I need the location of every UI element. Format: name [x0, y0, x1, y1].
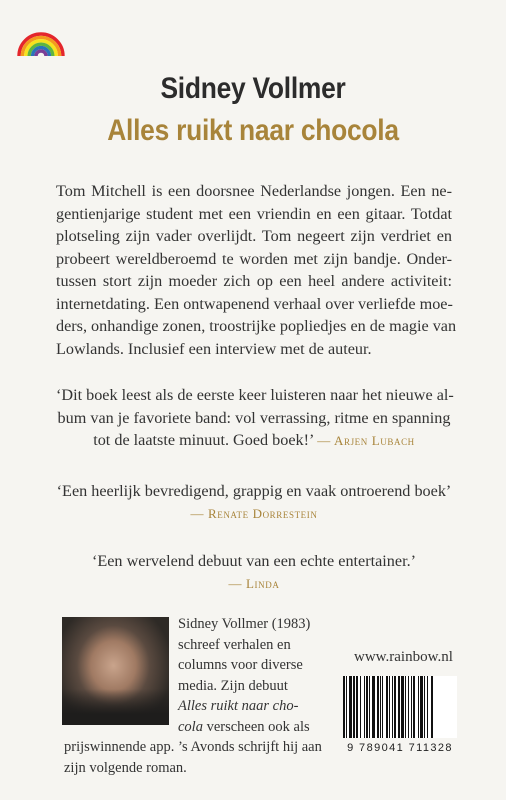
blurb-line: gentienjarige student met een vriendin en een gitaar. Totdat	[56, 204, 452, 223]
barcode-number: 9 789041 711328	[347, 742, 453, 754]
bio-line: columns voor diverse	[178, 657, 303, 673]
author-photo	[62, 617, 169, 725]
author-bio	[64, 614, 322, 778]
blurb-line: probeert wereldberoemd te worden met zijn bandje. Onder-	[56, 249, 452, 268]
review-quote-lubach	[56, 384, 452, 453]
publisher-website: www.rainbow.nl	[354, 649, 453, 665]
bio-line-text: verscheen ook als	[202, 718, 310, 735]
bio-line	[178, 696, 322, 717]
quote-line-text: tot de laatste minuut. Goed boek!’	[93, 431, 314, 449]
blurb-line: plotseling zijn vader overlijdt. Tom negeert zijn verdriet en	[56, 227, 452, 245]
book-title: Alles ruikt naar chocola	[107, 114, 399, 147]
quote-line: bum van je favoriete band: vol verrassing, ritme en spanning	[57, 408, 451, 427]
quote-line: ‘Dit boek leest als de eerste keer luisteren naar het nieuwe al-	[56, 386, 454, 404]
quote-line	[56, 429, 452, 453]
quote-attribution: — Renate Dorrestein	[190, 505, 318, 521]
quote-line: ‘Een heerlijk bevredigend, grappig en vaak ontroerend boek’	[56, 482, 452, 500]
bio-line: Sidney Vollmer (1983)	[178, 616, 311, 632]
bio-line: zijn volgende roman.	[64, 759, 187, 776]
barcode	[343, 676, 457, 738]
bio-line: prijswinnende app. ’s Avonds schrijft hij aan	[64, 739, 322, 755]
bio-book-title: Alles ruikt naar cho-	[178, 698, 299, 714]
author-photo-shadow	[62, 689, 169, 725]
quote-line: ‘Een wervelend debuut van een echte entertainer.’	[91, 552, 417, 570]
review-quote-linda	[56, 550, 452, 595]
rainbow-logo-icon	[17, 14, 65, 58]
bio-line	[178, 717, 322, 738]
bio-line: media. Zijn debuut	[178, 677, 288, 694]
blurb-line: internetdating. Een ontwapenend verhaal over verliefde moe-	[56, 294, 453, 313]
blurb-line: ders, onhandige zonen, troostrijke popliedjes en de magie van	[56, 317, 457, 335]
author-name: Sidney Vollmer	[160, 72, 346, 105]
bio-line: schreef verhalen en	[178, 636, 291, 653]
quote-attribution: — Linda	[228, 575, 280, 591]
blurb-line: tussen stort zijn moeder zich op een heel andere activiteit:	[56, 272, 452, 290]
blurb-line: Lowlands. Inclusief een interview met de auteur.	[56, 339, 372, 358]
review-quote-dorrestein	[56, 480, 452, 525]
blurb-line: Tom Mitchell is een doorsnee Nederlandse jongen. Een ne-	[56, 182, 452, 200]
bio-book-title: cola	[178, 718, 203, 735]
quote-attribution: — Arjen Lubach	[317, 433, 415, 448]
blurb-paragraph	[56, 180, 457, 360]
